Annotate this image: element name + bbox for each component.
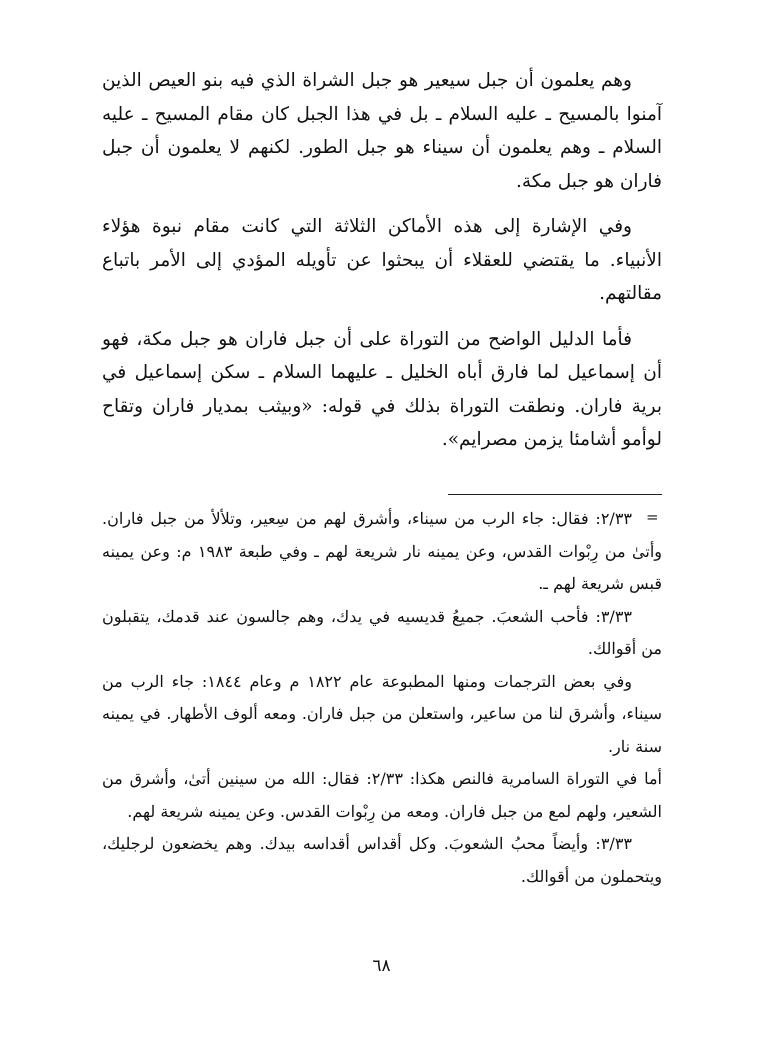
footnote-continuation-mark: = [646, 508, 659, 526]
main-text [102, 64, 662, 469]
footnote-paragraph-2: ٣/٣٣: فأحب الشعبَ. جميعُ قديسيه في يدك، وهم جالسون عند قدمك، يتقبلون من أقوالك. [102, 606, 662, 658]
footnote-paragraph-1: ٢/٣٣: فقال: جاء الرب من سيناء، وأشرق لهم من سِعير، وتلألأ من جبل فاران. وأتىٰ من رِبْوات القدس، وعن يمينه نار شريعة لهم ـ وفي طبعة ١٩٨٣ م: وعن يمينه قبس شريعة لهم ـ. [102, 509, 662, 593]
page-number: ٦٨ [372, 956, 391, 976]
footnote-paragraph-4: أما في التوراة السامرية فالنص هكذا: ٢/٣٣: فقال: الله من سينين أتىٰ، وأشرق من الشعير، ولهم لمع من جبل فاران. ومعه من رِبْوات القدس. وعن يمينه شريعة لهم. [102, 769, 663, 821]
main-paragraph-1: وهم يعلمون أن جبل سيعير هو جبل الشراة الذي فيه بنو العيص الذين آمنوا بالمسيح ـ عليه السلام ـ بل في هذا الجبل كان مقام المسيح ـ عليه السلام ـ وهم يعلمون أن سيناء هو جبل الطور. لكنهم لا يعلمون أن جبل فاران هو جبل مكة. [102, 70, 662, 192]
footnotes [102, 503, 662, 893]
main-paragraph-2: وفي الإشارة إلى هذه الأماكن الثلاثة التي كانت مقام نبوة هؤلاء الأنبياء. ما يقتضي للعقلاء أن يبحثوا عن تأويله المؤدي إلى الأمر باتباع مقالتهم. [102, 216, 662, 304]
footnote-separator [448, 494, 662, 495]
footnote-paragraph-3: وفي بعض الترجمات ومنها المطبوعة عام ١٨٢٢ م وعام ١٨٤٤: جاء الرب من سيناء، وأشرق لنا من ساعير، واستعلن من جبل فاران. ومعه ألوف الأطهار. في يمينه سنة نار. [102, 671, 663, 756]
footnote-paragraph-5: ٣/٣٣: وأيضاً محبُ الشعوبَ. وكل أقداس أقداسه بيدك. وهم يخضعون لرجليك، ويتحملون من أقوالك. [102, 834, 662, 886]
main-paragraph-3: فأما الدليل الواضح من التوراة على أن جبل فاران هو جبل مكة، فهو أن إسماعيل لما فارق أباه الخليل ـ عليهما السلام ـ سكن إسماعيل في برية فاران. ونطقت التوراة بذلك في قوله: «وبيثب بمديار فاران وتقاح لوأمو أشامئا يزمن مصرايم». [102, 328, 662, 450]
